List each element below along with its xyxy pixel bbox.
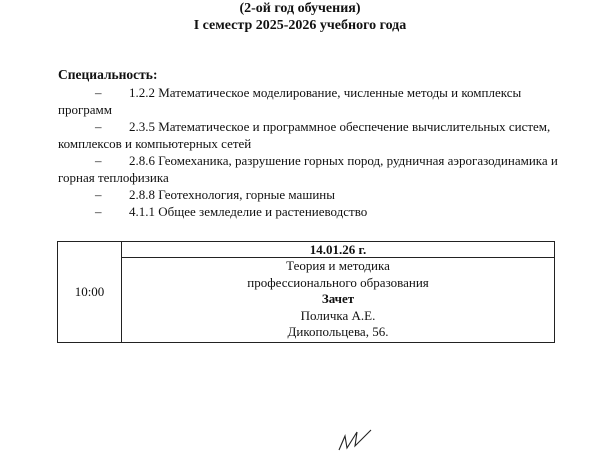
teacher: Поличка А.Е. bbox=[300, 307, 376, 323]
specialty-item: – 2.8.8 Геотехнология, горные машины bbox=[95, 187, 335, 202]
list-dash: – bbox=[95, 204, 102, 219]
time-cell: 10:00 bbox=[58, 242, 122, 343]
specialty-item: – 4.1.1 Общее земледелие и растениеводство bbox=[95, 204, 368, 219]
exam-info-cell bbox=[122, 258, 555, 343]
specialty-item: – 2.8.6 Геомеханика, разрушение горных пород, рудничная аэрогазодинамика и горная теплофизика bbox=[58, 153, 558, 185]
header-semester: I семестр 2025-2026 учебного года bbox=[193, 18, 407, 33]
specialties-heading: Специальность: bbox=[58, 67, 158, 82]
list-dash: – bbox=[95, 119, 102, 134]
list-dash: – bbox=[95, 85, 102, 100]
list-dash: – bbox=[95, 153, 102, 168]
location: Дикопольцева, 56. bbox=[287, 324, 389, 339]
specialty-item: – 1.2.2 Математическое моделирование, численные методы и комплексы программ bbox=[58, 85, 522, 117]
subject-line2: профессионального образования bbox=[247, 274, 429, 290]
date-cell: 14.01.26 г. bbox=[122, 242, 555, 258]
signature bbox=[335, 428, 375, 452]
list-dash: – bbox=[95, 187, 102, 202]
specialty-item: – 2.3.5 Математическое и программное обеспечение вычислительных систем, комплексов и компьютерных сетей bbox=[58, 119, 551, 151]
subject-line1: Теория и методика bbox=[286, 258, 390, 273]
exam-type: Зачет bbox=[321, 291, 355, 306]
schedule-table bbox=[57, 241, 555, 343]
header-study-year: (2-ой год обучения) bbox=[239, 1, 361, 16]
